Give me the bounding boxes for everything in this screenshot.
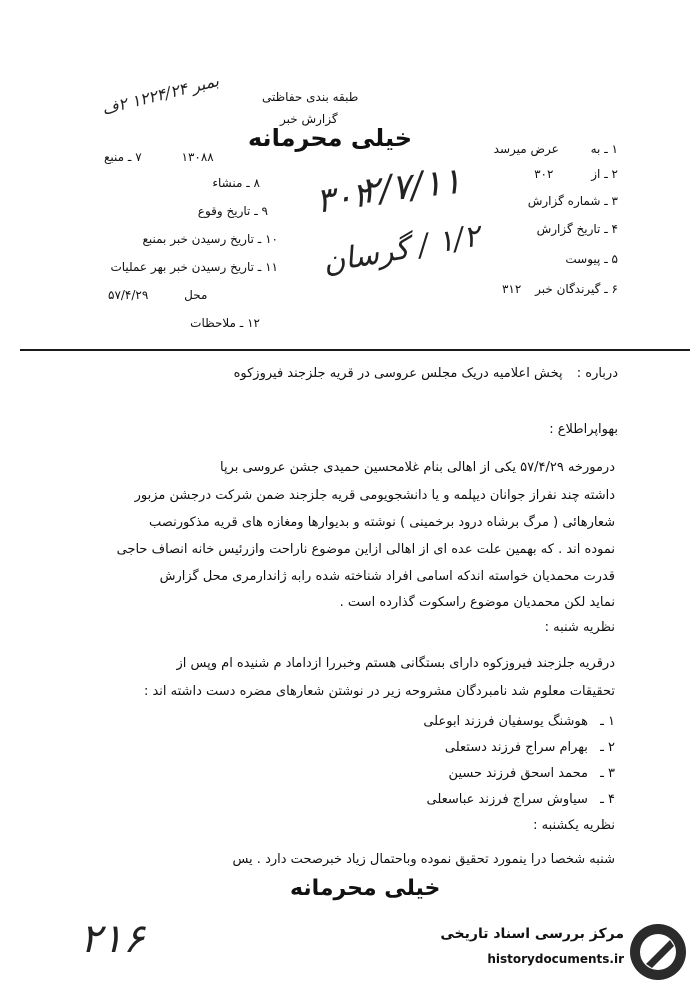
archive-title: مرکز بررسی اسناد تاریخی xyxy=(440,926,624,942)
secrecy-stamp-bottom: خیلی محرمانه xyxy=(290,876,441,901)
handwritten-date: ۲/۷/۱۱ xyxy=(358,160,464,213)
list-item: ۳ ـ محمد اسحق فرزند حسین xyxy=(448,766,615,781)
body-line: نموده اند . که بهمین علت عده ای از اهالی ازاین موضوع ناراحت وازرئیس خانه انصاف حاجی xyxy=(116,542,615,557)
subject-text: پخش اعلامیه دریک مجلس عروسی در قریه جلزجند فیروزکوه xyxy=(233,366,563,381)
list-item: ۴ ـ سیاوش سراج فرزند عباسعلی xyxy=(426,792,615,807)
secrecy-stamp-top: خیلی محرمانه xyxy=(248,124,413,152)
opinion-label-sunday: نظریه یکشنبه : xyxy=(533,818,615,833)
opinion-line: درقریه جلزجند فیروزکوه دارای بستگانی هستم وخبررا ازداماد م شنیده ام وپس از xyxy=(176,656,615,671)
field-attachment: ۵ ـ پیوست xyxy=(565,252,618,266)
field-report-date: ۴ ـ تاریخ گزارش xyxy=(536,222,618,236)
opinion-line: شنبه شخصا درا ینمورد تحقیق نموده وباحتمال زیاد خبرصحت دارد . یس xyxy=(232,852,615,867)
archive-logo-icon xyxy=(626,920,690,984)
header-divider xyxy=(20,349,690,351)
subject-line xyxy=(234,366,618,381)
classification-label: طبقه بندی حفاظتی xyxy=(262,90,359,104)
field-source-received-date: ۱۰ ـ تاریخ رسیدن خبر بمنبع xyxy=(142,232,278,246)
body-heading: بهواپراطلاع : xyxy=(549,422,618,437)
field-remarks: ۱۲ ـ ملاحظات xyxy=(190,316,260,330)
list-item: ۱ ـ هوشنگ یوسفیان فرزند ابوعلی xyxy=(423,714,615,729)
handwritten-note: بمبر ۱۲۲۴/۲۴ ۲ف xyxy=(100,71,221,119)
field-origin: ۸ ـ منشاء xyxy=(212,176,260,190)
field-to: ۱ ـ به عرض میرسد xyxy=(493,142,618,156)
field-report-number: ۳ ـ شماره گزارش xyxy=(527,194,618,208)
body-line: داشته چند نفراز جوانان دیپلمه و یا دانشجویومی قریه جلزجند ضمن شرکت درجشن مزبور xyxy=(134,488,615,503)
handwritten-number: ۳۰۲ xyxy=(313,174,374,222)
subject-label: درباره : xyxy=(576,366,618,381)
field-operations-received-date: ۱۱ ـ تاریخ رسیدن خبر بهر عملیات xyxy=(110,260,278,274)
page-number: ۲۱۶ xyxy=(80,916,145,962)
opinion-line: تحقیقات معلوم شد نامبردگان مشروحه زیر در نوشتن شعارهای مضره دست داشته اند : xyxy=(143,684,615,699)
field-from: ۲ ـ از ۳۰۲ xyxy=(534,167,618,181)
field-source: ۱۳۰۸۸ ۷ ـ منبع xyxy=(104,150,214,164)
body-line: شعارهائی ( مرگ برشاه درود برخمینی ) نوشته و بدیوارها ومغازه های قریه مذکورنصب xyxy=(149,515,615,530)
report-label: گزارش خبر xyxy=(280,112,338,126)
body-line: قدرت محمدیان خواسته اندکه اسامی افراد شناخته شده رابه ژاندارمری محل گزارش xyxy=(159,569,615,584)
field-location: محل ۵۷/۴/۲۹ xyxy=(108,288,208,302)
archive-url: historydocuments.ir xyxy=(487,952,624,966)
opinion-label-saturday: نظریه شنبه : xyxy=(544,620,615,635)
body-line: نماید لکن محمدیان موضوع راسکوت گذارده است . xyxy=(339,595,615,610)
body-line: درمورخه ۵۷/۴/۲۹ یکی از اهالی بنام غلامحسین حمیدی جشن عروسی برپا xyxy=(220,460,615,475)
field-recipients: ۶ ـ گیرندگان خبر ۳۱۲ xyxy=(501,282,618,296)
list-item: ۲ ـ بهرام سراج فرزند دستعلی xyxy=(444,740,615,755)
handwritten-signature: ۱/۲ / گرسان xyxy=(320,218,483,281)
field-occurrence-date: ۹ ـ تاریخ وقوع xyxy=(197,204,268,218)
archive-watermark xyxy=(440,920,690,986)
